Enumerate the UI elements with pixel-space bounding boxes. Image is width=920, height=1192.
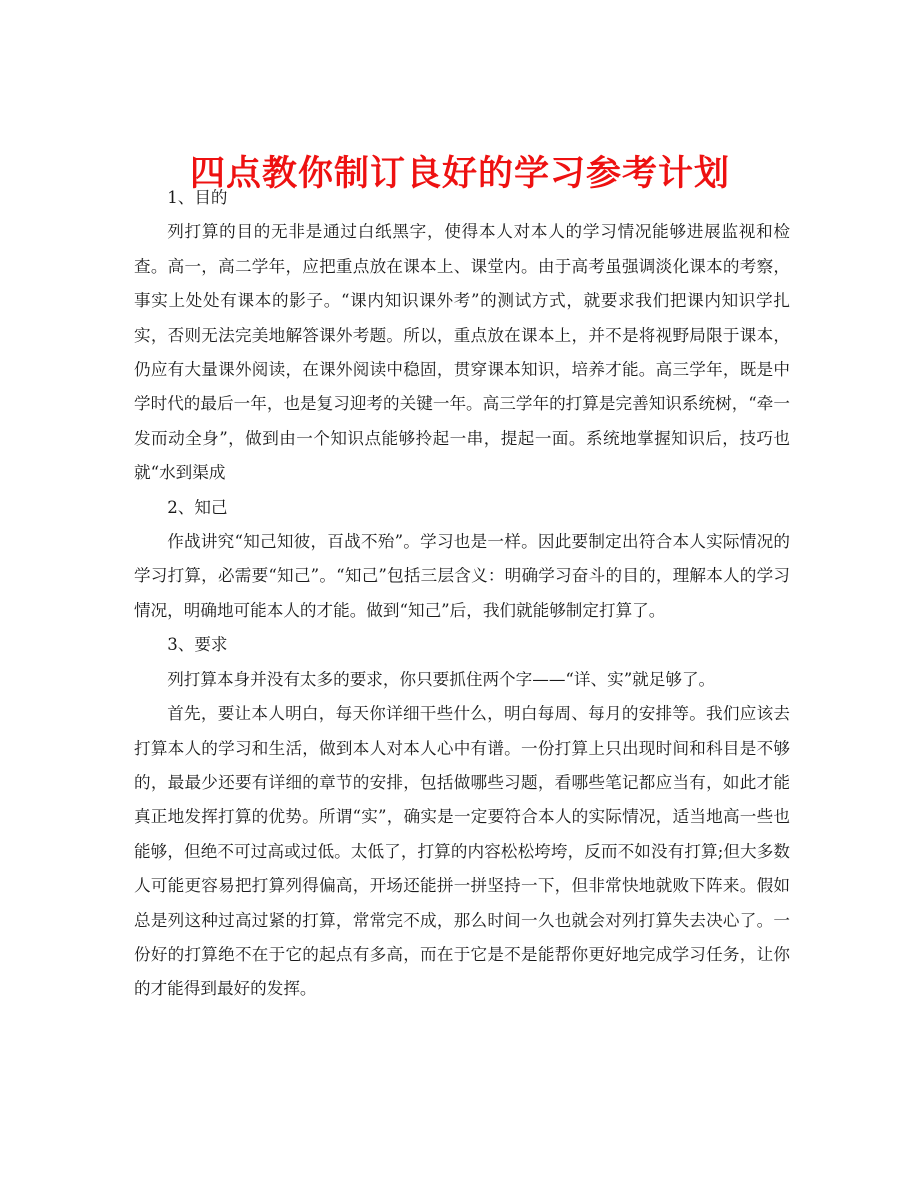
body-paragraph-1: 列打算的目的无非是通过白纸黑字，使得本人对本人的学习情况能够进展监视和检查。高一，高二学年，应把重点放在课本上、课堂内。由于高考虽强调淡化课本的考察，事实上处处有课本的影子。“课内知识课外考”的测试方式，就要求我们把课内知识学扎实，否则无法完美地解答课外考题。所以，重点放在课本上，并不是将视野局限于课本，仍应有大量课外阅读，在课外阅读中稳固，贯穿课本知识，培养才能。高三学年，既是中学时代的最后一年，也是复习迎考的关键一年。高三学年的打算是完善知识系统树，“牵一发而动全身”，做到由一个知识点能够拎起一串，提起一面。系统地掌握知识后，技巧也就“水到渠成 — [134, 222, 790, 483]
body-paragraph-3: 列打算本身并没有太多的要求，你只要抓住两个字——“详、实”就足够了。 — [167, 669, 716, 689]
body-paragraph-2: 作战讲究“知己知彼，百战不殆”。学习也是一样。因此要制定出符合本人实际情况的学习打算，必需要“知己”。“知己”包括三层含义：明确学习奋斗的目的，理解本人的学习情况，明确地可能本人的才能。做到“知己”后，我们就能够制定打算了。 — [134, 532, 790, 620]
document-title: 四点教你制订良好的学习参考计划 — [189, 154, 730, 195]
section-heading-3: 3、要求 — [167, 635, 228, 655]
section-heading-1: 1、目的 — [167, 188, 228, 207]
section-heading-2: 2、知己 — [167, 497, 228, 517]
body-paragraph-4: 首先，要让本人明白，每天你详细干些什么，明白每周、每月的安排等。我们应该去打算本人的学习和生活，做到本人对本人心中有谱。一份打算上只出现时间和科目是不够的，最最少还要有详细的章节的安排，包括做哪些习题，看哪些笔记都应当有，如此才能真正地发挥打算的优势。所谓“实”，确实是一定要符合本人的实际情况，适当地高一些也能够，但绝不可过高或过低。太低了，打算的内容松松垮垮，反而不如没有打算;但大多数人可能更容易把打算列得偏高，开场还能拼一拼坚持一下，但非常快地就败下阵来。假如总是列这种过高过紧的打算，常常完不成，那么时间一久也就会对列打算失去决心了。一份好的打算绝不在于它的起点有多高，而在于它是不是能帮你更好地完成学习任务，让你的才能得到最好的发挥。 — [134, 704, 790, 999]
document-body — [134, 181, 790, 1007]
